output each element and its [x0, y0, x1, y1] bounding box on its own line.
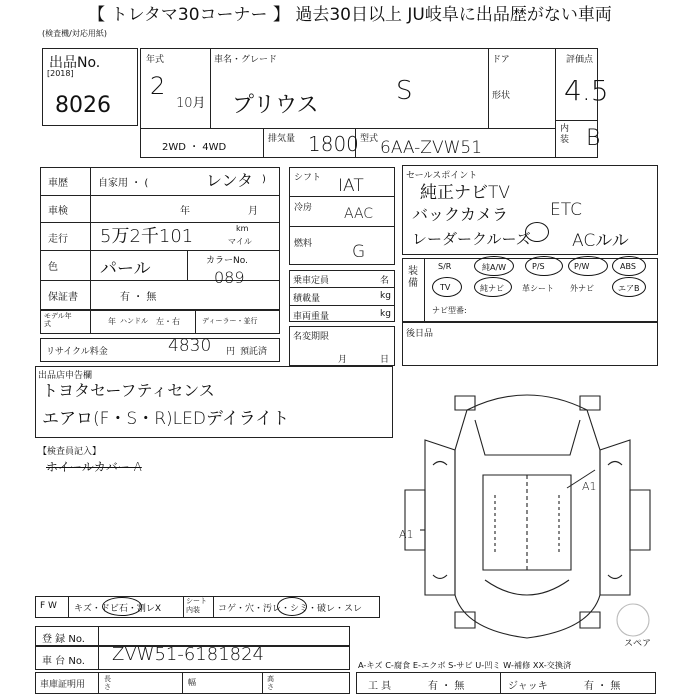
rear-seat-box: [402, 322, 658, 366]
capacity-unit: 名: [380, 276, 390, 286]
load-label: 積載量: [293, 294, 321, 304]
jack-options: 有 ・ 無: [584, 681, 621, 692]
name-label: 車名・グレード: [214, 55, 278, 65]
model-year-unit: 年: [108, 317, 116, 326]
usage-label: 自家用 ・ (: [98, 178, 149, 189]
lot-number: 8026: [55, 93, 111, 118]
reg-label: 登 録 No.: [42, 634, 85, 645]
equip-airbag: エアB: [618, 284, 640, 293]
recycle-unit: 円: [226, 347, 236, 357]
car-diagram: [395, 380, 660, 650]
recycle-note: 預託済: [240, 347, 268, 357]
selling-point-2: バックカメラ: [412, 205, 509, 224]
cert-label: 車庫証明用: [40, 680, 86, 690]
equip-pw: P/W: [574, 262, 590, 271]
inspection-year: 年: [180, 206, 190, 217]
ac-label: 冷房: [294, 203, 313, 213]
equip-leather: 革シート: [522, 284, 554, 293]
selling-point-1: 純正ナビTV: [420, 183, 511, 203]
warranty-options: 有 ・ 無: [120, 292, 157, 303]
selling-points-label: セールスポイント: [406, 171, 478, 181]
recycle-value: 4830: [168, 336, 212, 356]
month-value: 10月: [176, 96, 206, 111]
weight-unit: kg: [380, 309, 391, 319]
chassis-value: ZVW51-6181824: [112, 644, 265, 665]
sub-header: (検査機/対応用紙): [42, 29, 107, 38]
model-value: 6AA-ZVW51: [380, 138, 483, 158]
equip-navi: 純ナビ: [480, 284, 504, 293]
mark-a1-right: A1: [582, 480, 597, 493]
fuel-label: 燃料: [294, 239, 313, 249]
weight-label: 車両重量: [293, 312, 330, 322]
declaration-label: 出品店申告欄: [38, 371, 93, 381]
selling-point-3: ETC: [550, 200, 582, 220]
interior-label: 内装: [560, 124, 570, 145]
year-label: 年式: [146, 55, 165, 65]
drive-label: 2WD ・ 4WD: [162, 142, 227, 153]
mileage-label: 走行: [48, 234, 68, 245]
dim-height: 高さ: [267, 675, 274, 691]
spare-circle: [617, 604, 649, 636]
equip-ps: P/S: [532, 262, 545, 271]
jack-label: ジャッキ: [508, 681, 548, 692]
lot-label: 出品No.: [49, 55, 101, 71]
fuel-value: G: [352, 242, 366, 262]
regchange-day: 日: [380, 355, 390, 365]
mileage-km: km: [236, 224, 249, 233]
score-value: 4.5: [564, 74, 609, 107]
capacity-label: 乗車定員: [293, 276, 330, 286]
inspection-label: 車検: [48, 206, 68, 217]
door-label: ドア: [492, 55, 510, 65]
handle-label: ハンドル: [120, 317, 148, 325]
tools-label: 工 具: [368, 681, 392, 692]
mark-a1-left: A1: [399, 528, 414, 541]
usage-close: ): [262, 174, 266, 185]
dim-length: 長さ: [104, 675, 111, 691]
rear-seat-label: 後日品: [406, 329, 434, 339]
usage-value: レンタ: [206, 171, 253, 190]
declaration-item-2: エアロ(F・S・R)LEDデイライト: [42, 409, 290, 429]
chassis-label: 車 台 No.: [42, 656, 85, 667]
inspector-note: ホイールカバー A: [46, 460, 142, 474]
color-label: 色: [48, 262, 58, 273]
score-label: 評価点: [566, 55, 594, 65]
selling-point-4: レーダークルーズ: [412, 230, 531, 248]
model-year-label: モデル年式: [44, 312, 72, 328]
dim-width: 幅: [188, 678, 196, 687]
equip-abs: ABS: [620, 262, 636, 271]
lot-box: [42, 48, 138, 126]
fw-label: F W: [40, 601, 57, 611]
spare-label: スペア: [624, 639, 652, 649]
equip-ext-navi: 外ナビ: [570, 284, 594, 293]
handle-options: 左・右: [156, 317, 180, 326]
color-no-value: 089: [214, 268, 245, 287]
seat-items: コゲ・穴・汚レ・シミ・破レ・スレ: [218, 604, 363, 614]
recycle-label: リサイクル料金: [46, 347, 108, 357]
equipment-label: 装備: [408, 266, 418, 289]
shift-value: IAT: [338, 176, 364, 196]
ac-value: AAC: [344, 206, 374, 222]
declaration-item-1: トヨタセーフティセンス: [42, 381, 215, 400]
mileage-mile: マイル: [228, 237, 252, 246]
displacement-value: 1800: [308, 132, 359, 156]
color-no-label: カラーNo.: [206, 256, 248, 266]
year-value: 2: [150, 72, 166, 100]
color-value: パール: [100, 259, 151, 279]
seat-label: シート内装: [186, 597, 207, 614]
grade-value: S: [396, 76, 413, 106]
shift-label: シフト: [294, 173, 322, 183]
damage-legend: A-キズ C-腐食 E-エクボ S-サビ U-凹ミ W-補修 XX-交換済: [358, 660, 572, 670]
dealer-label: ディーラー・並行: [202, 317, 258, 325]
equip-sr: S/R: [438, 262, 452, 271]
selling-point-5: ACルル: [572, 231, 629, 251]
history-label: 車歴: [48, 178, 68, 189]
equip-tv: TV: [440, 283, 451, 292]
equip-aw: 純A/W: [482, 263, 507, 272]
load-unit: kg: [380, 291, 391, 301]
interior-value: B: [586, 126, 601, 151]
name-value: プリウス: [232, 93, 319, 118]
fw-items: キズ・ドビ石・割レX: [74, 604, 161, 614]
shape-label: 形状: [492, 91, 511, 101]
navi-model-label: ナビ型番:: [432, 306, 467, 315]
mileage-value: 5万2千101: [100, 226, 194, 247]
tools-options: 有 ・ 無: [428, 681, 465, 692]
warranty-label: 保証書: [48, 292, 78, 303]
regchange-label: 名変期限: [293, 332, 330, 342]
model-label: 型式: [360, 134, 379, 144]
lot-year-stamp: [2018]: [47, 69, 74, 78]
banner: 【 トレタマ30コーナー 】 過去30日以上 JU岐阜に出品歴がない車両: [88, 5, 612, 25]
inspector-label: 【検査員記入】: [38, 447, 102, 457]
inspection-month: 月: [248, 206, 258, 217]
regchange-unit: 月: [338, 355, 348, 365]
displacement-label: 排気量: [268, 134, 296, 144]
